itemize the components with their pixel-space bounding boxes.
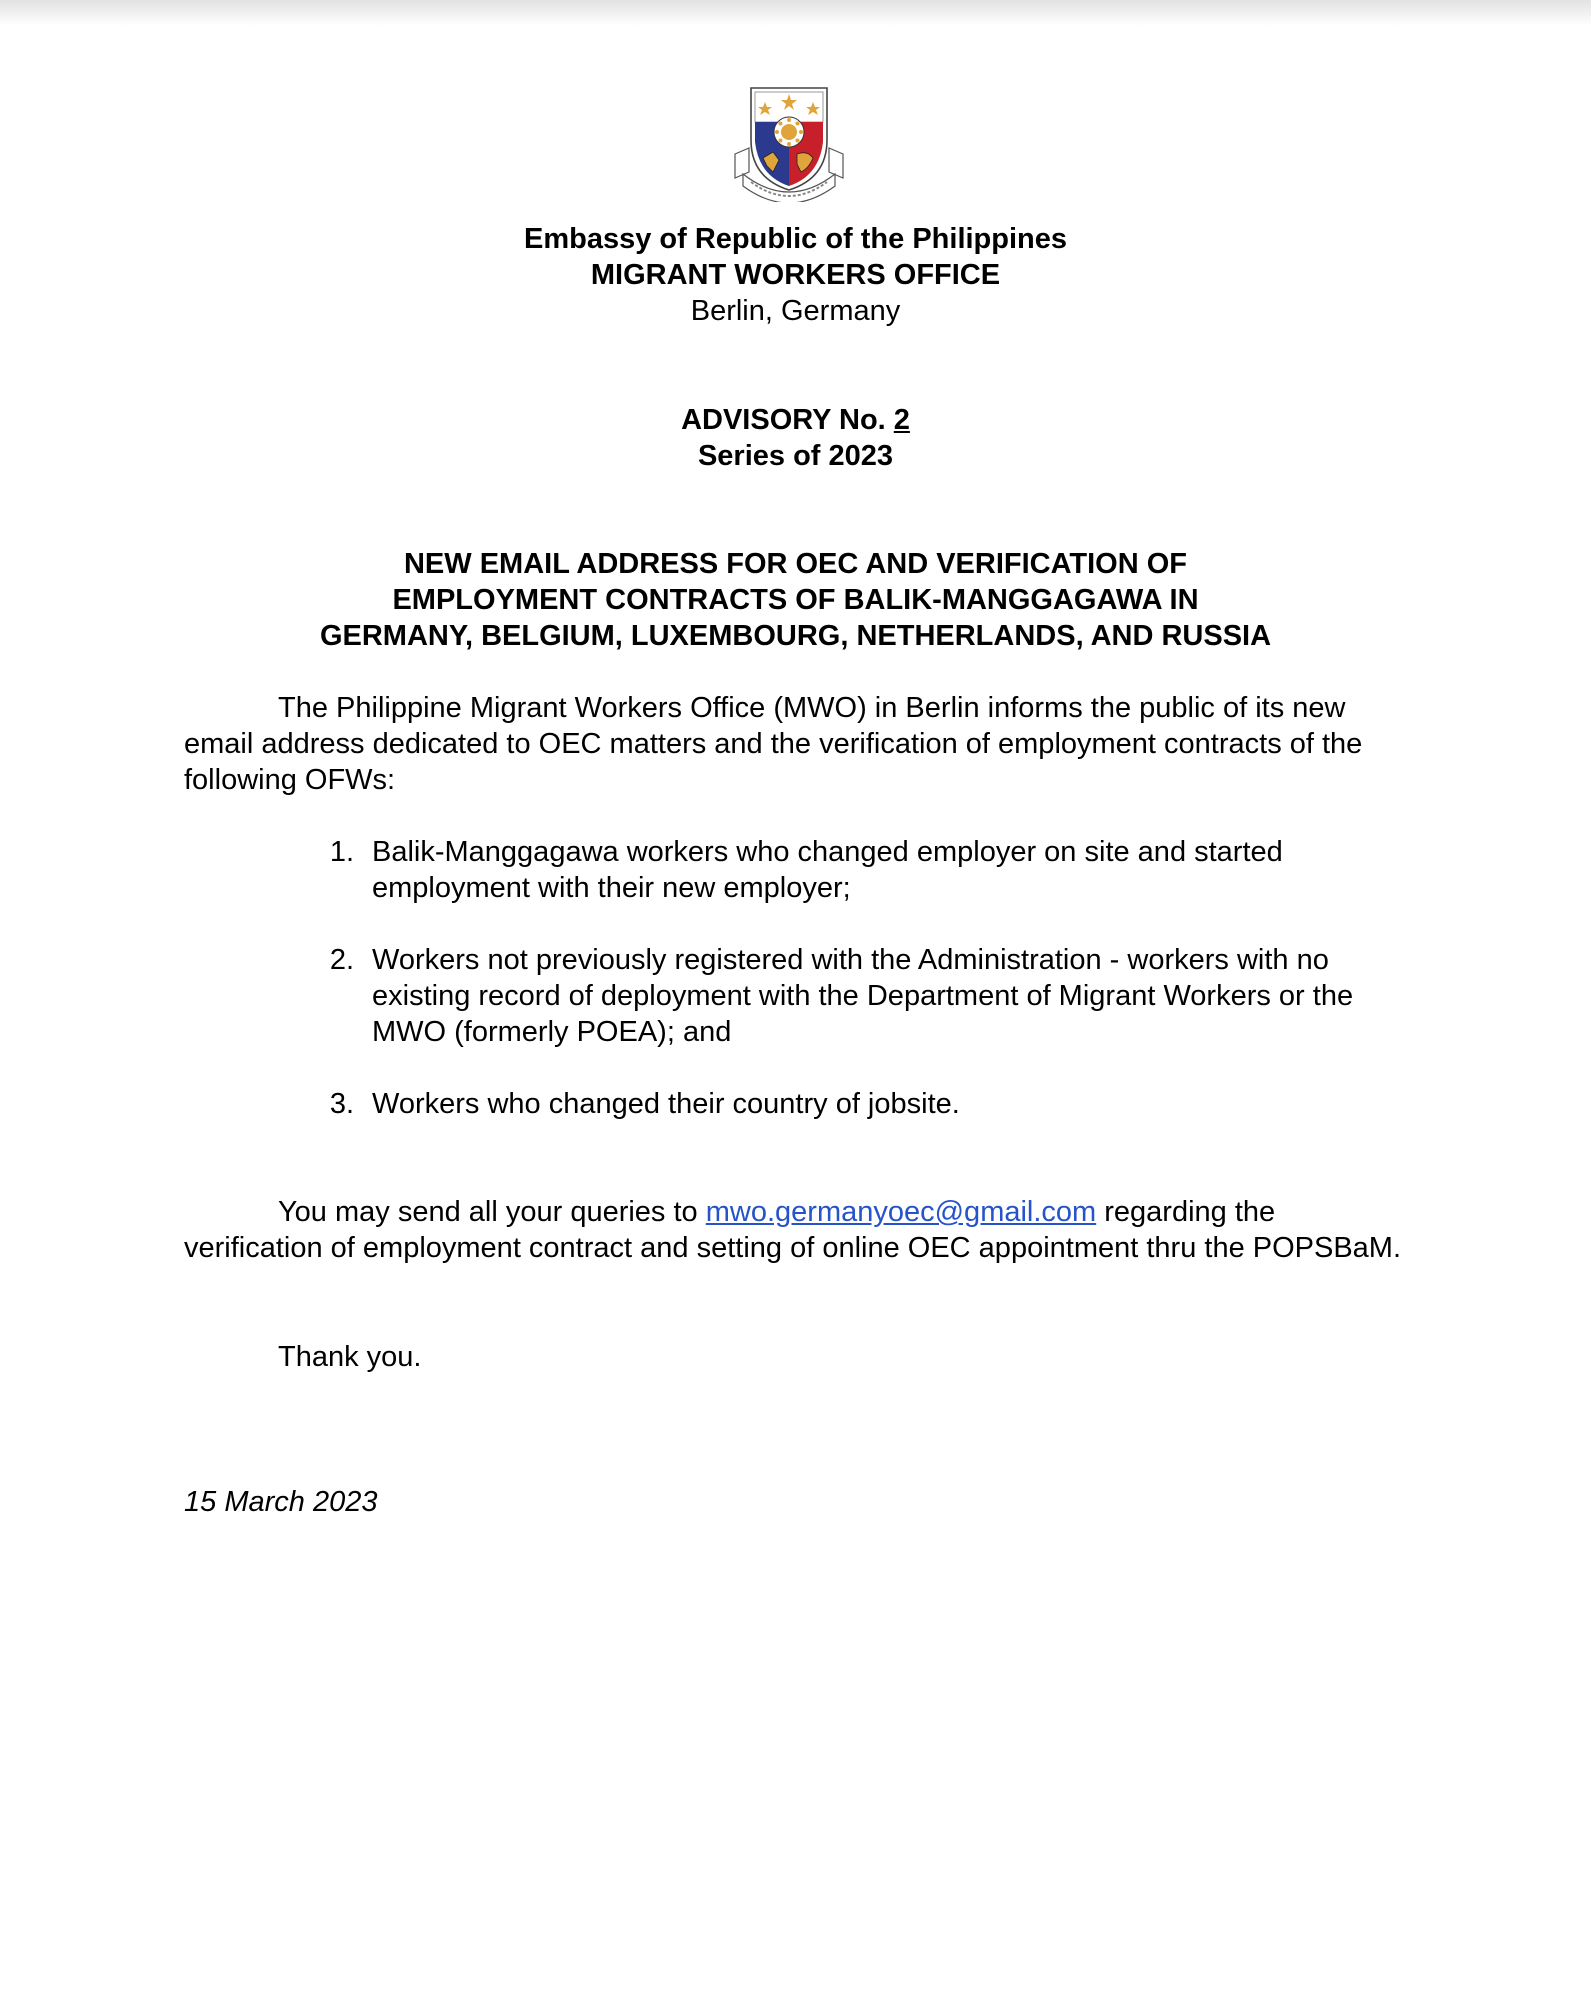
list-item <box>324 834 1404 906</box>
advisory-number-value: 2 <box>893 404 910 436</box>
intro-paragraph: The Philippine Migrant Workers Office (MWO) in Berlin informs the public of its new email address dedicated to OEC matters and the verification of employment contracts of the following OFWs: <box>184 692 1363 796</box>
list-item <box>324 942 1404 1050</box>
office-name: MIGRANT WORKERS OFFICE <box>590 259 1001 291</box>
list-item-text: Workers not previously registered with the Administration - workers with no existing record of deployment with the Department of Migrant Workers or the MWO (formerly POEA); and <box>372 944 1354 1048</box>
advisory-series: Series of 2023 <box>697 440 894 472</box>
list-item-number: 3. <box>329 1088 354 1120</box>
list-item-text: Balik-Manggagawa workers who changed employer on site and started employment with their new employer; <box>372 836 1283 904</box>
closing-text: Thank you. <box>278 1341 422 1373</box>
embassy-name: Embassy of Republic of the Philippines <box>523 223 1068 255</box>
coat-of-arms-seal <box>733 82 845 202</box>
title-line-1: NEW EMAIL ADDRESS FOR OEC AND VERIFICATION OF <box>403 548 1187 580</box>
list-item <box>324 1086 1404 1122</box>
advisory-date: 15 March 2023 <box>184 1486 378 1518</box>
list-item-number: 2. <box>329 944 354 976</box>
advisory-label: ADVISORY No. <box>681 404 894 436</box>
queries-text-after: regarding the verification of employment contract and setting of online OEC appointment thru the POPSBaM. <box>184 1196 1402 1264</box>
viewer-top-shadow <box>0 0 1591 26</box>
list-item-number: 1. <box>329 836 354 868</box>
advisory-number <box>0 402 1591 438</box>
title-line-2: EMPLOYMENT CONTRACTS OF BALIK-MANGGAGAWA IN <box>392 584 1199 616</box>
list-item-text: Workers who changed their country of jobsite. <box>372 1088 960 1120</box>
queries-text-before: You may send all your queries to <box>278 1196 706 1228</box>
queries-paragraph <box>184 1194 1414 1266</box>
office-location: Berlin, Germany <box>690 295 901 327</box>
email-link[interactable]: mwo.germanyoec@gmail.com <box>705 1196 1097 1228</box>
title-line-3: GERMANY, BELGIUM, LUXEMBOURG, NETHERLANDS, AND RUSSIA <box>319 620 1272 652</box>
